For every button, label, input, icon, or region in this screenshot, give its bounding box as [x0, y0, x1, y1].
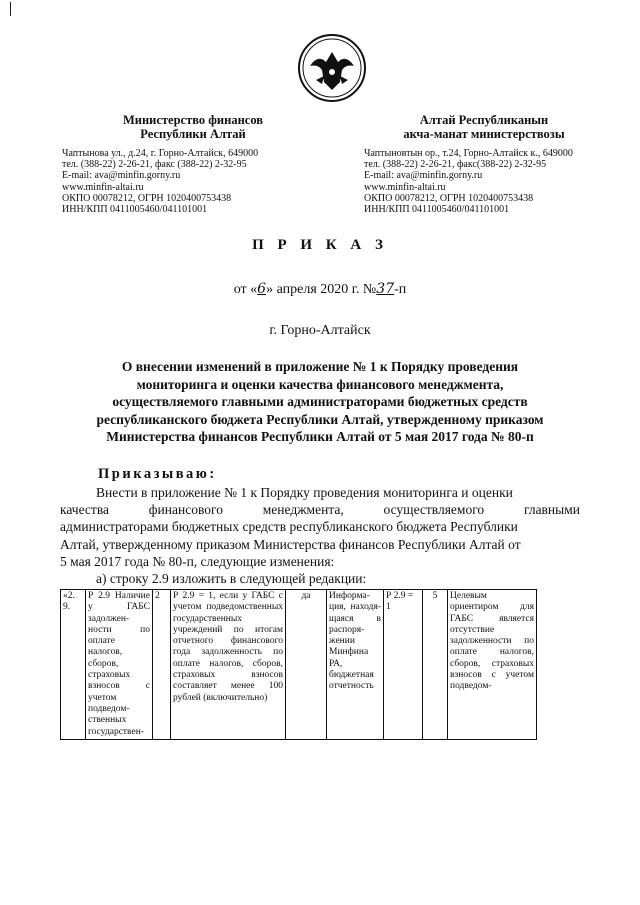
ministry-phone: тел. (388-22) 2-26-21, факс (388-22) 2-32-95 — [62, 159, 247, 171]
subject-line: республиканского бюджета Республики Алтай, утвержденному приказом — [96, 411, 544, 427]
cell-target: Р 2.9 = 1 — [384, 590, 423, 740]
coat-of-arms-icon — [296, 32, 368, 104]
subject-line: О внесении изменений в приложение № 1 к Порядку проведения — [121, 359, 519, 374]
order-title: П Р И К А З — [252, 237, 388, 253]
ministry-address: Чаптынова ул., д.24, г. Горно-Алтайск, 649000 — [62, 148, 259, 159]
cell-formula: Р 2.9 = 1, если у ГАБС с учетом подведомственных государственных учреждений по итогам отчетного финансового года задолженность по оплате налогов, сборов, страховых взносов составляет менее 100 рублей (включительно) — [171, 590, 286, 740]
body-line-sub-a: а) строку 2.9 изложить в следующей редакции: — [96, 571, 367, 587]
cell-weight: 2 — [153, 590, 171, 740]
cell-source: Информа-ция, находя-щаяся в распоря-жении Минфина РА, бюджетная отчетность — [327, 590, 384, 740]
ministry-header-russian — [62, 113, 324, 215]
ministry-altai-inn: ИНН/КПП 0411005460/041101001 — [364, 204, 510, 216]
cell-applicability: да — [286, 590, 327, 740]
subject-line: Министерства финансов Республики Алтай от 5 мая 2017 года № 80-п — [106, 429, 534, 445]
table-row — [61, 590, 537, 740]
subject-line: мониторинга и оценки качества финансового менеджмента, — [136, 376, 504, 392]
ministry-altai-okpo: ОКПО 00078212, ОГРН 1020400753438 — [364, 192, 534, 204]
order-number-handwritten: 37 — [376, 281, 395, 297]
ministry-okpo: ОКПО 00078212, ОГРН 1020400753438 — [62, 192, 232, 204]
body-line: качества финансового менеджмента, осуществляемого главными — [60, 502, 580, 518]
ministry-altai-address: Чаптыновтын ор., т.24, Горно-Алтайск к., 649000 — [364, 148, 573, 159]
cell-indicator: Р 2.9 Наличие у ГАБС задолжен-ности по оплате налогов, сборов, страховых взносов с учетом подведом-ственных государствен- — [86, 590, 153, 740]
body-line: Алтай, утвержденному приказом Министерства финансов Республики Алтай от — [60, 536, 521, 552]
ministry-altai-phone: тел. (388-22) 2-26-21, факс(388-22) 2-32-95 — [364, 159, 547, 171]
subject-line: осуществляемого главными администраторами бюджетных средств — [112, 394, 528, 410]
amendment-table — [60, 589, 537, 740]
ministry-email: E-mail: ava@minfin.gorny.ru — [62, 170, 181, 182]
date-suffix: -п — [394, 282, 407, 297]
order-body — [60, 484, 580, 587]
cell-score: 5 — [423, 590, 448, 740]
body-line: 5 мая 2017 года № 80-п, следующие изменения: — [60, 553, 335, 569]
scan-edge-mark — [10, 2, 11, 16]
ministry-name-line1: Министерство финансов — [122, 113, 264, 127]
order-city: г. Горно-Алтайск — [269, 323, 371, 338]
ministry-inn: ИНН/КПП 0411005460/041101001 — [62, 204, 208, 216]
order-subject — [60, 358, 580, 446]
decree-heading: Приказываю: — [98, 466, 217, 482]
date-day-handwritten: 6 — [257, 281, 267, 297]
body-line: Внести в приложение № 1 к Порядку проведения мониторинга и оценки — [96, 485, 513, 500]
ministry-name-altai-line1: Алтай Республиканын — [419, 113, 549, 127]
body-line: администраторами бюджетных средств республиканского бюджета Республики — [60, 519, 518, 535]
ministry-altai-website: www.minfin-altai.ru — [364, 181, 446, 193]
cell-comment: Целевым ориентиром для ГАБС является отсутствие задолженности по оплате налогов, сборов, страховых взносов с учетом подведом- — [448, 590, 537, 740]
ministry-name-altai-line2: акча-манат министерствозы — [403, 127, 565, 141]
ministry-name-line2: Республики Алтай — [140, 127, 246, 141]
ministry-website: www.minfin-altai.ru — [62, 181, 144, 193]
ministry-altai-email: E-mail: ava@minfin.gorny.ru — [364, 170, 483, 182]
date-prefix: от « — [233, 282, 258, 297]
order-date-line — [0, 281, 640, 298]
date-middle: » апреля 2020 г. № — [266, 282, 377, 297]
cell-row-number: «2. 9. — [61, 590, 86, 740]
ministry-header-altai — [364, 113, 604, 215]
